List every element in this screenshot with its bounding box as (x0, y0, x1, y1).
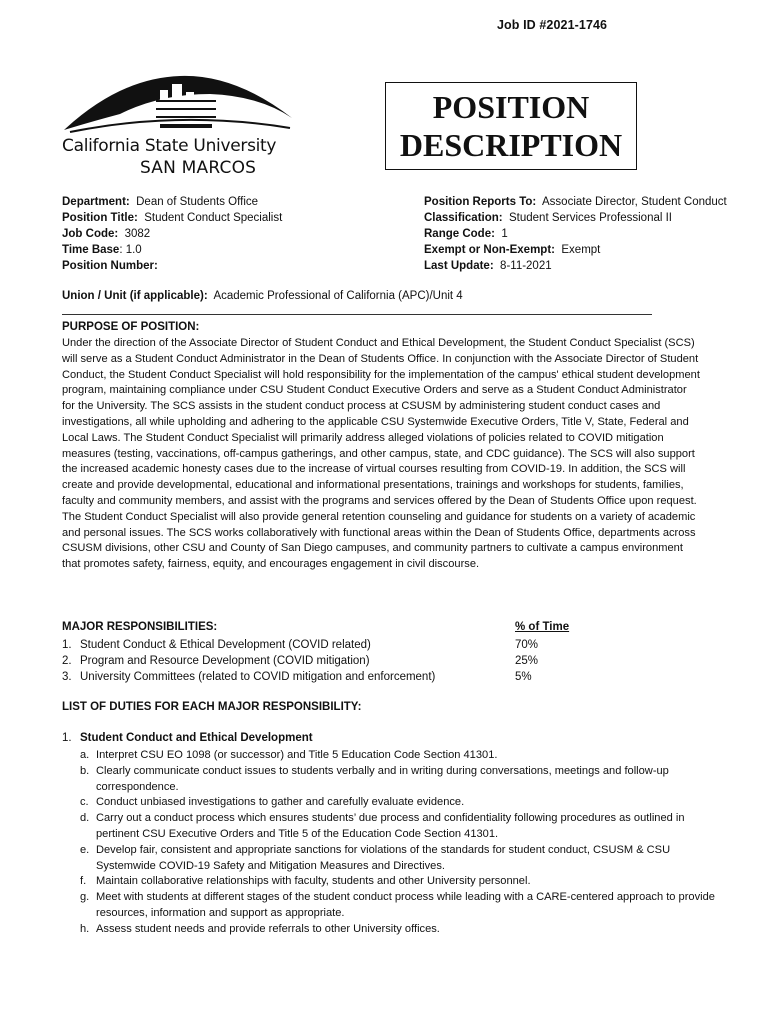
union-label: Union / Unit (if applicable): (62, 290, 208, 302)
major-responsibilities-list (62, 637, 622, 685)
position-info-left (62, 194, 282, 274)
major-responsibilities-heading: MAJOR RESPONSIBILITIES: (62, 621, 218, 633)
logo-campus-name: SAN MARCOS (140, 158, 257, 178)
position-description-title (385, 82, 637, 170)
list-item: 3. University Committees (related to COVID mitigation and enforcement) 5% (62, 671, 532, 683)
list-item: e. Develop fair, consistent and appropriate sanctions for violations of the standards for student conduct, CSUSM & CSU Systemwide COVID-19 Safety and Mitigation Measures and Directives. (80, 843, 671, 872)
range-code-row: Range Code: 1 (424, 228, 508, 240)
percent-of-time-heading: % of Time (515, 621, 570, 633)
divider (62, 314, 652, 315)
union-row (62, 290, 463, 302)
list-item: h. Assess student needs and provide referrals to other University offices. (80, 922, 440, 935)
duty-section-heading: 1. Student Conduct and Ethical Development (62, 732, 313, 744)
purpose-heading: PURPOSE OF POSITION: (62, 321, 200, 333)
exempt-row: Exempt or Non-Exempt: Exempt (424, 244, 601, 256)
list-item: 2. Program and Resource Development (COVID mitigation) 25% (62, 655, 539, 667)
list-item: 1. Student Conduct & Ethical Development (COVID related) 70% (62, 639, 539, 651)
title-line-2: DESCRIPTION (399, 127, 623, 163)
position-info-right (424, 194, 727, 274)
list-item: f. Maintain collaborative relationships with faculty, students and other University personnel. (80, 875, 531, 888)
campus-skyline-icon (60, 70, 300, 134)
job-id: Job ID #2021-1746 (497, 18, 608, 32)
last-update-row: Last Update: 8-11-2021 (424, 260, 552, 272)
list-item: g. Meet with students at different stages of the student conduct process while leading with a CARE-centered approach to provide resources, information and support as appropriate. (80, 891, 715, 919)
list-item: a. Interpret CSU EO 1098 (or successor) and Title 5 Education Code Section 41301. (80, 749, 498, 761)
list-item: b. Clearly communicate conduct issues to students verbally and in writing during conversations, meetings and follow-up correspondence. (80, 764, 669, 793)
position-title-row: Position Title: Student Conduct Specialist (62, 212, 283, 224)
reports-to-row: Position Reports To: Associate Director, Student Conduct (424, 196, 727, 208)
position-number-row: Position Number: (62, 260, 158, 272)
job-code-row: Job Code: 3082 (62, 228, 151, 240)
classification-row: Classification: Student Services Professional II (424, 212, 672, 224)
title-line-1: POSITION (432, 89, 590, 125)
union-value: Academic Professional of California (APC)/Unit 4 (213, 290, 463, 302)
list-item: d. Carry out a conduct process which ensures students’ due process and confidentiality following procedures as outlined in pertinent CSU Executive Orders and Title 5 of the Education Code Section 41301. (80, 812, 685, 840)
purpose-body: Under the direction of the Associate Director of Student Conduct and Ethical Development, the Student Conduct Specialist (SCS) will serve as a Student Conduct Administrator in the Dean of Students Office. In conjunction with the Associate Director of Student Conduct, the Student Conduct Specialist will hold responsibility for the implementation of the campus' ethical student development program, maintaining compliance under CSU Student Conduct Executive Orders and serve as a Student Conduct Administrator for the University. The SCS assists in the student conduct process at CSUSM by administering student conduct cases and investigations, all while upholding and adhering to the applicable CSU Systemwide Executive Orders, Title V, State, Federal and Local Laws. The Student Conduct Specialist will primarily address alleged violations of policies related to COVID mitigation measures (testing, vaccinations, off-campus gatherings, and other campus, state, and CDC guidance). The SCS will also support the increased academic honesty cases due to the increase of virtual courses resulting from COVID-19. In addition, the SCS will create and provide developmental, educational and informational presentations, trainings and workshops for students, families, faculty and community members, and assist with the programs and services offered by the Dean of Students Office upon request. The Student Conduct Specialist will also provide general retention counseling and guidance for students on a variety of academic and personal issues. The SCS works collaboratively with functional areas within the Dean of Students Office, departments across CSUSM divisions, other CSU and County of San Diego campuses, and community partners to cultivate a campus environment that promotes safety, fairness, equity, and encourages engagement in civil discourse. (62, 337, 700, 571)
duty-list (80, 748, 720, 938)
department-row: Department: Dean of Students Office (62, 196, 259, 208)
logo-university-name: California State University (62, 136, 277, 156)
list-of-duties-heading: LIST OF DUTIES FOR EACH MAJOR RESPONSIBILITY: (62, 701, 362, 713)
list-item: c. Conduct unbiased investigations to gather and carefully evaluate evidence. (80, 796, 465, 809)
time-base-row: Time Base: 1.0 (62, 244, 142, 256)
csusm-logo (60, 70, 300, 182)
